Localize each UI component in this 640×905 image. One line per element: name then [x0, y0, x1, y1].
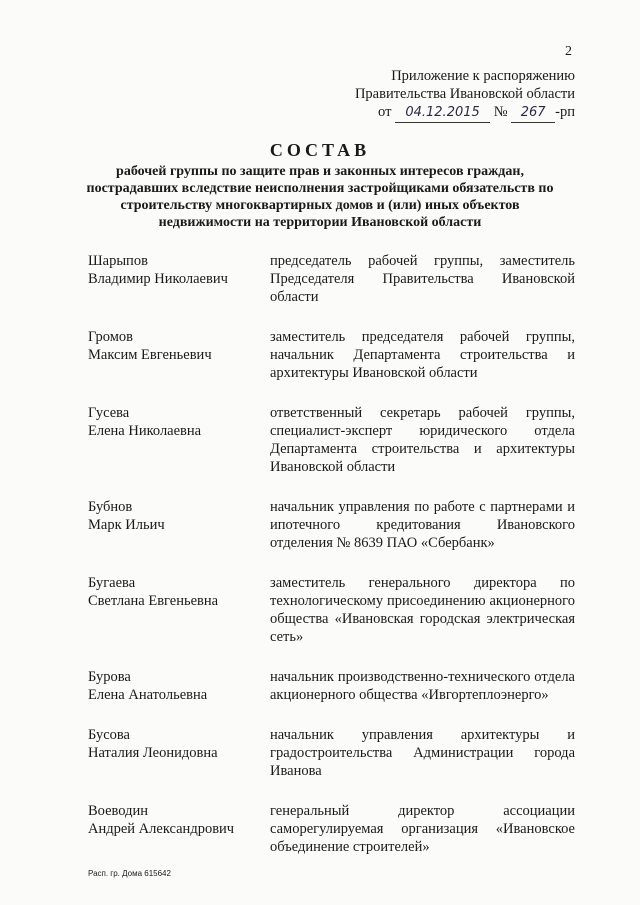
member-given-name: Владимир Николаевич	[88, 271, 228, 287]
member-row	[88, 668, 575, 704]
appendix-line-3	[340, 103, 575, 123]
member-row	[88, 498, 575, 552]
member-row	[88, 802, 575, 856]
appendix-number-label: №	[493, 104, 508, 120]
member-name	[88, 726, 270, 780]
member-surname: Бугаева	[88, 575, 136, 591]
member-name	[88, 668, 270, 704]
member-surname: Гусева	[88, 405, 130, 421]
member-role: председатель рабочей группы, заместитель Председателя Правительства Ивановской области	[270, 253, 575, 305]
appendix-date-field	[395, 103, 490, 123]
document-title: СОСТАВ	[269, 140, 371, 160]
appendix-line-1: Приложение к распоряжению	[391, 68, 575, 84]
appendix-number-field	[511, 103, 555, 123]
member-surname: Громов	[88, 329, 133, 345]
appendix-from-label: от	[378, 104, 392, 120]
appendix-line-2: Правительства Ивановской области	[354, 86, 575, 102]
member-given-name: Максим Евгеньевич	[88, 347, 212, 363]
member-given-name: Елена Николаевна	[88, 423, 202, 439]
member-surname: Шарыпов	[88, 253, 148, 269]
member-surname: Воеводин	[88, 803, 149, 819]
appendix-number: 267	[520, 105, 546, 120]
appendix-date: 04.12.2015	[405, 105, 480, 120]
member-row	[88, 404, 575, 476]
member-role: заместитель председателя рабочей группы, начальник Департамента строительства и архитектуры Ивановской области	[270, 329, 575, 381]
member-name	[88, 328, 270, 382]
member-row	[88, 252, 575, 306]
member-name	[88, 802, 270, 856]
member-role: генеральный директор ассоциации саморегулируемая организация «Ивановское объединение строителей»	[270, 803, 575, 855]
member-row	[88, 574, 575, 646]
member-role: начальник управления архитектуры и градостроительства Администрации города Иванова	[270, 727, 575, 779]
member-role: начальник управления по работе с партнерами и ипотечного кредитования Ивановского отделения № 8639 ПАО «Сбербанк»	[270, 499, 575, 551]
member-surname: Бурова	[88, 669, 131, 685]
member-surname: Бубнов	[88, 499, 133, 515]
members-list	[88, 252, 575, 878]
member-given-name: Андрей Александрович	[88, 821, 235, 837]
member-given-name: Марк Ильич	[88, 517, 165, 533]
member-row	[88, 328, 575, 382]
member-name	[88, 252, 270, 306]
member-given-name: Светлана Евгеньевна	[88, 593, 219, 609]
appendix-header	[340, 67, 575, 123]
footer-reference: Расп. гр. Дома 615642	[88, 869, 171, 878]
member-given-name: Наталия Леонидовна	[88, 745, 218, 761]
member-given-name: Елена Анатольевна	[88, 687, 208, 703]
member-name	[88, 498, 270, 552]
page-number: 2	[565, 44, 572, 59]
member-row	[88, 726, 575, 780]
appendix-suffix: -рп	[555, 104, 575, 120]
member-role: начальник производственно-технического отдела акционерного общества «Ивгортеплоэнерго»	[270, 669, 575, 703]
member-name	[88, 404, 270, 476]
member-name	[88, 574, 270, 646]
document-subtitle: рабочей группы по защите прав и законных интересов граждан, пострадавших вследствие неисполнения застройщиками обязательств по строительству многоквартирных домов и (или) иных объектов недвижимости на территории Ивановской области	[86, 164, 554, 230]
member-role: ответственный секретарь рабочей группы, специалист-эксперт юридического отдела Департамента строительства и архитектуры Ивановской области	[270, 405, 575, 475]
member-role: заместитель генерального директора по технологическому присоединению акционерного общества «Ивановская городская электрическая сеть»	[270, 575, 575, 645]
member-surname: Бусова	[88, 727, 130, 743]
